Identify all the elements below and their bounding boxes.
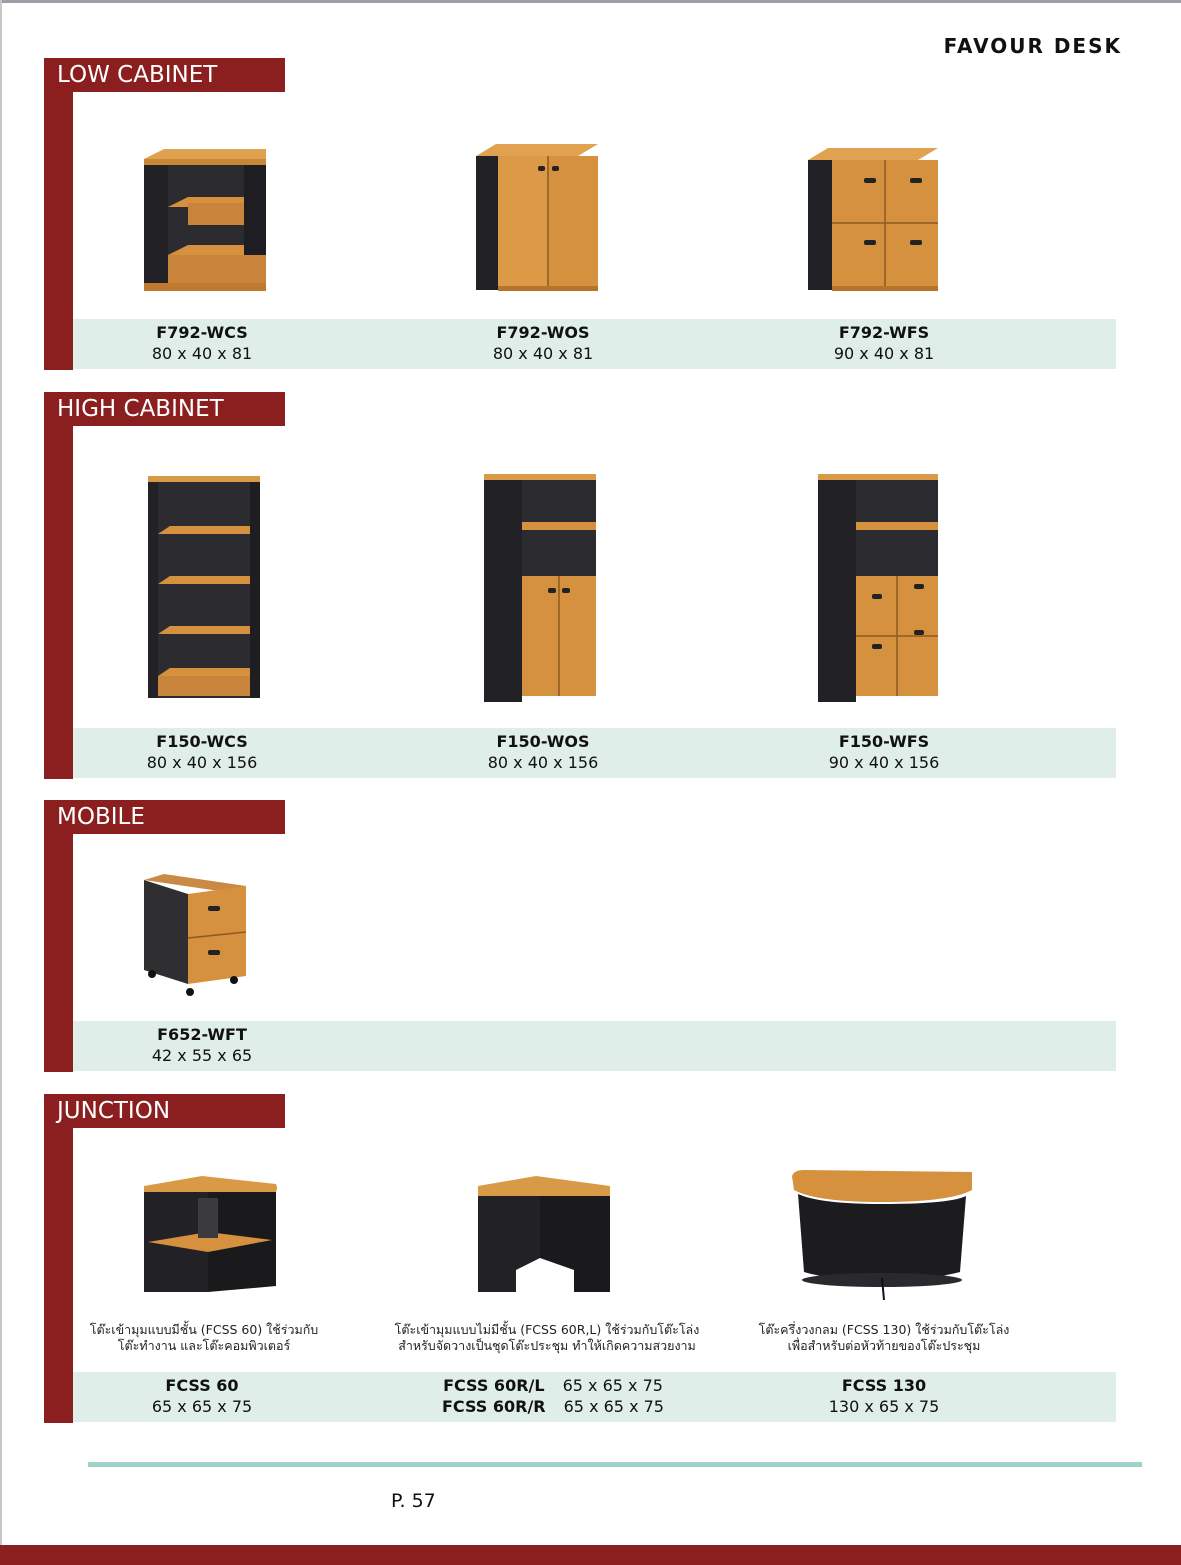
- product-code: F652-WFT: [157, 1025, 247, 1044]
- product-description: [382, 1322, 712, 1354]
- product-image-f150-wfs: [816, 474, 940, 704]
- product-dimensions: 65 x 65 x 75: [151, 1397, 253, 1416]
- footer-rule: [88, 1462, 1142, 1467]
- product-label: [433, 1375, 673, 1417]
- product-variant-row: [433, 1375, 673, 1396]
- product-label: [809, 322, 959, 364]
- bottom-bar: [0, 1545, 1181, 1565]
- section-bar: [44, 800, 73, 1072]
- product-image-f150-wcs: [146, 476, 262, 702]
- product-image-f792-wcs: [142, 143, 272, 293]
- product-dimensions: 65 x 65 x 75: [563, 1397, 664, 1416]
- section-title: HIGH CABINET: [44, 392, 285, 426]
- product-image-f792-wos: [474, 140, 600, 294]
- product-code: FCSS 130: [841, 1376, 927, 1395]
- product-dimensions: 90 x 40 x 81: [833, 344, 935, 363]
- product-code: F150-WFS: [838, 732, 930, 751]
- top-border: [0, 0, 1181, 3]
- description-line: โต๊ะเข้ามุมแบบไม่มีชั้น (FCSS 60R,L) ใช้ร่วมกับโต๊ะโล่ง: [394, 1322, 700, 1337]
- product-dimensions: 80 x 40 x 81: [151, 344, 253, 363]
- product-code: F150-WCS: [156, 732, 248, 751]
- description-line: โต๊ะครึ่งวงกลม (FCSS 130) ใช้ร่วมกับโต๊ะโล่ง: [758, 1322, 1010, 1337]
- product-label: [127, 1375, 277, 1417]
- section-mobile: [44, 800, 1116, 1072]
- product-image-f792-wfs: [806, 142, 942, 294]
- product-dimensions: 80 x 40 x 156: [487, 753, 599, 772]
- product-code: F150-WOS: [496, 732, 590, 751]
- product-label: [468, 731, 618, 773]
- product-image-fcss-60r: [476, 1174, 612, 1298]
- section-junction: [44, 1094, 1116, 1423]
- product-image-f150-wos: [482, 474, 600, 704]
- description-line: โต๊ะเข้ามุมแบบมีชั้น (FCSS 60) ใช้ร่วมกับ: [89, 1322, 319, 1337]
- section-bar: [44, 58, 73, 370]
- product-description: [744, 1322, 1024, 1354]
- section-title: JUNCTION: [44, 1094, 285, 1128]
- section-low-cabinet: [44, 58, 1116, 370]
- product-label: [127, 1024, 277, 1066]
- product-label: [127, 731, 277, 773]
- product-image-f652-wft: [142, 872, 248, 998]
- product-image-fcss-60: [142, 1174, 280, 1294]
- product-dimensions: 65 x 65 x 75: [562, 1376, 663, 1395]
- product-code: F792-WOS: [496, 323, 590, 342]
- section-title: LOW CABINET: [44, 58, 285, 92]
- description-line: โต๊ะทำงาน และโต๊ะคอมพิวเตอร์: [117, 1338, 291, 1353]
- product-label: [468, 322, 618, 364]
- product-dimensions: 42 x 55 x 65: [151, 1046, 253, 1065]
- product-dimensions: 130 x 65 x 75: [828, 1397, 940, 1416]
- product-dimensions: 80 x 40 x 156: [146, 753, 258, 772]
- description-line: เพื่อสำหรับต่อหัวท้ายของโต๊ะประชุม: [787, 1338, 981, 1353]
- product-code: F792-WFS: [838, 323, 930, 342]
- description-line: สำหรับจัดวางเป็นชุดโต๊ะประชุม ทำให้เกิดความสวยงาม: [398, 1338, 696, 1353]
- section-high-cabinet: [44, 392, 1116, 779]
- section-bar: [44, 392, 73, 779]
- section-title: MOBILE: [44, 800, 285, 834]
- page-number: P. 57: [391, 1490, 436, 1512]
- product-code: FCSS 60R/R: [442, 1397, 546, 1416]
- product-code: FCSS 60R/L: [443, 1376, 545, 1395]
- product-code: FCSS 60: [165, 1376, 239, 1395]
- brand-title: FAVOUR DESK: [943, 34, 1122, 58]
- product-dimensions: 80 x 40 x 81: [492, 344, 594, 363]
- product-image-fcss-130: [790, 1168, 976, 1304]
- product-label: [809, 731, 959, 773]
- product-code: F792-WCS: [156, 323, 248, 342]
- product-variant-row: [433, 1396, 673, 1417]
- product-label: [809, 1375, 959, 1417]
- left-border: [0, 0, 2, 1545]
- product-dimensions: 90 x 40 x 156: [828, 753, 940, 772]
- section-bar: [44, 1094, 73, 1423]
- product-label: [127, 322, 277, 364]
- product-description: [84, 1322, 324, 1354]
